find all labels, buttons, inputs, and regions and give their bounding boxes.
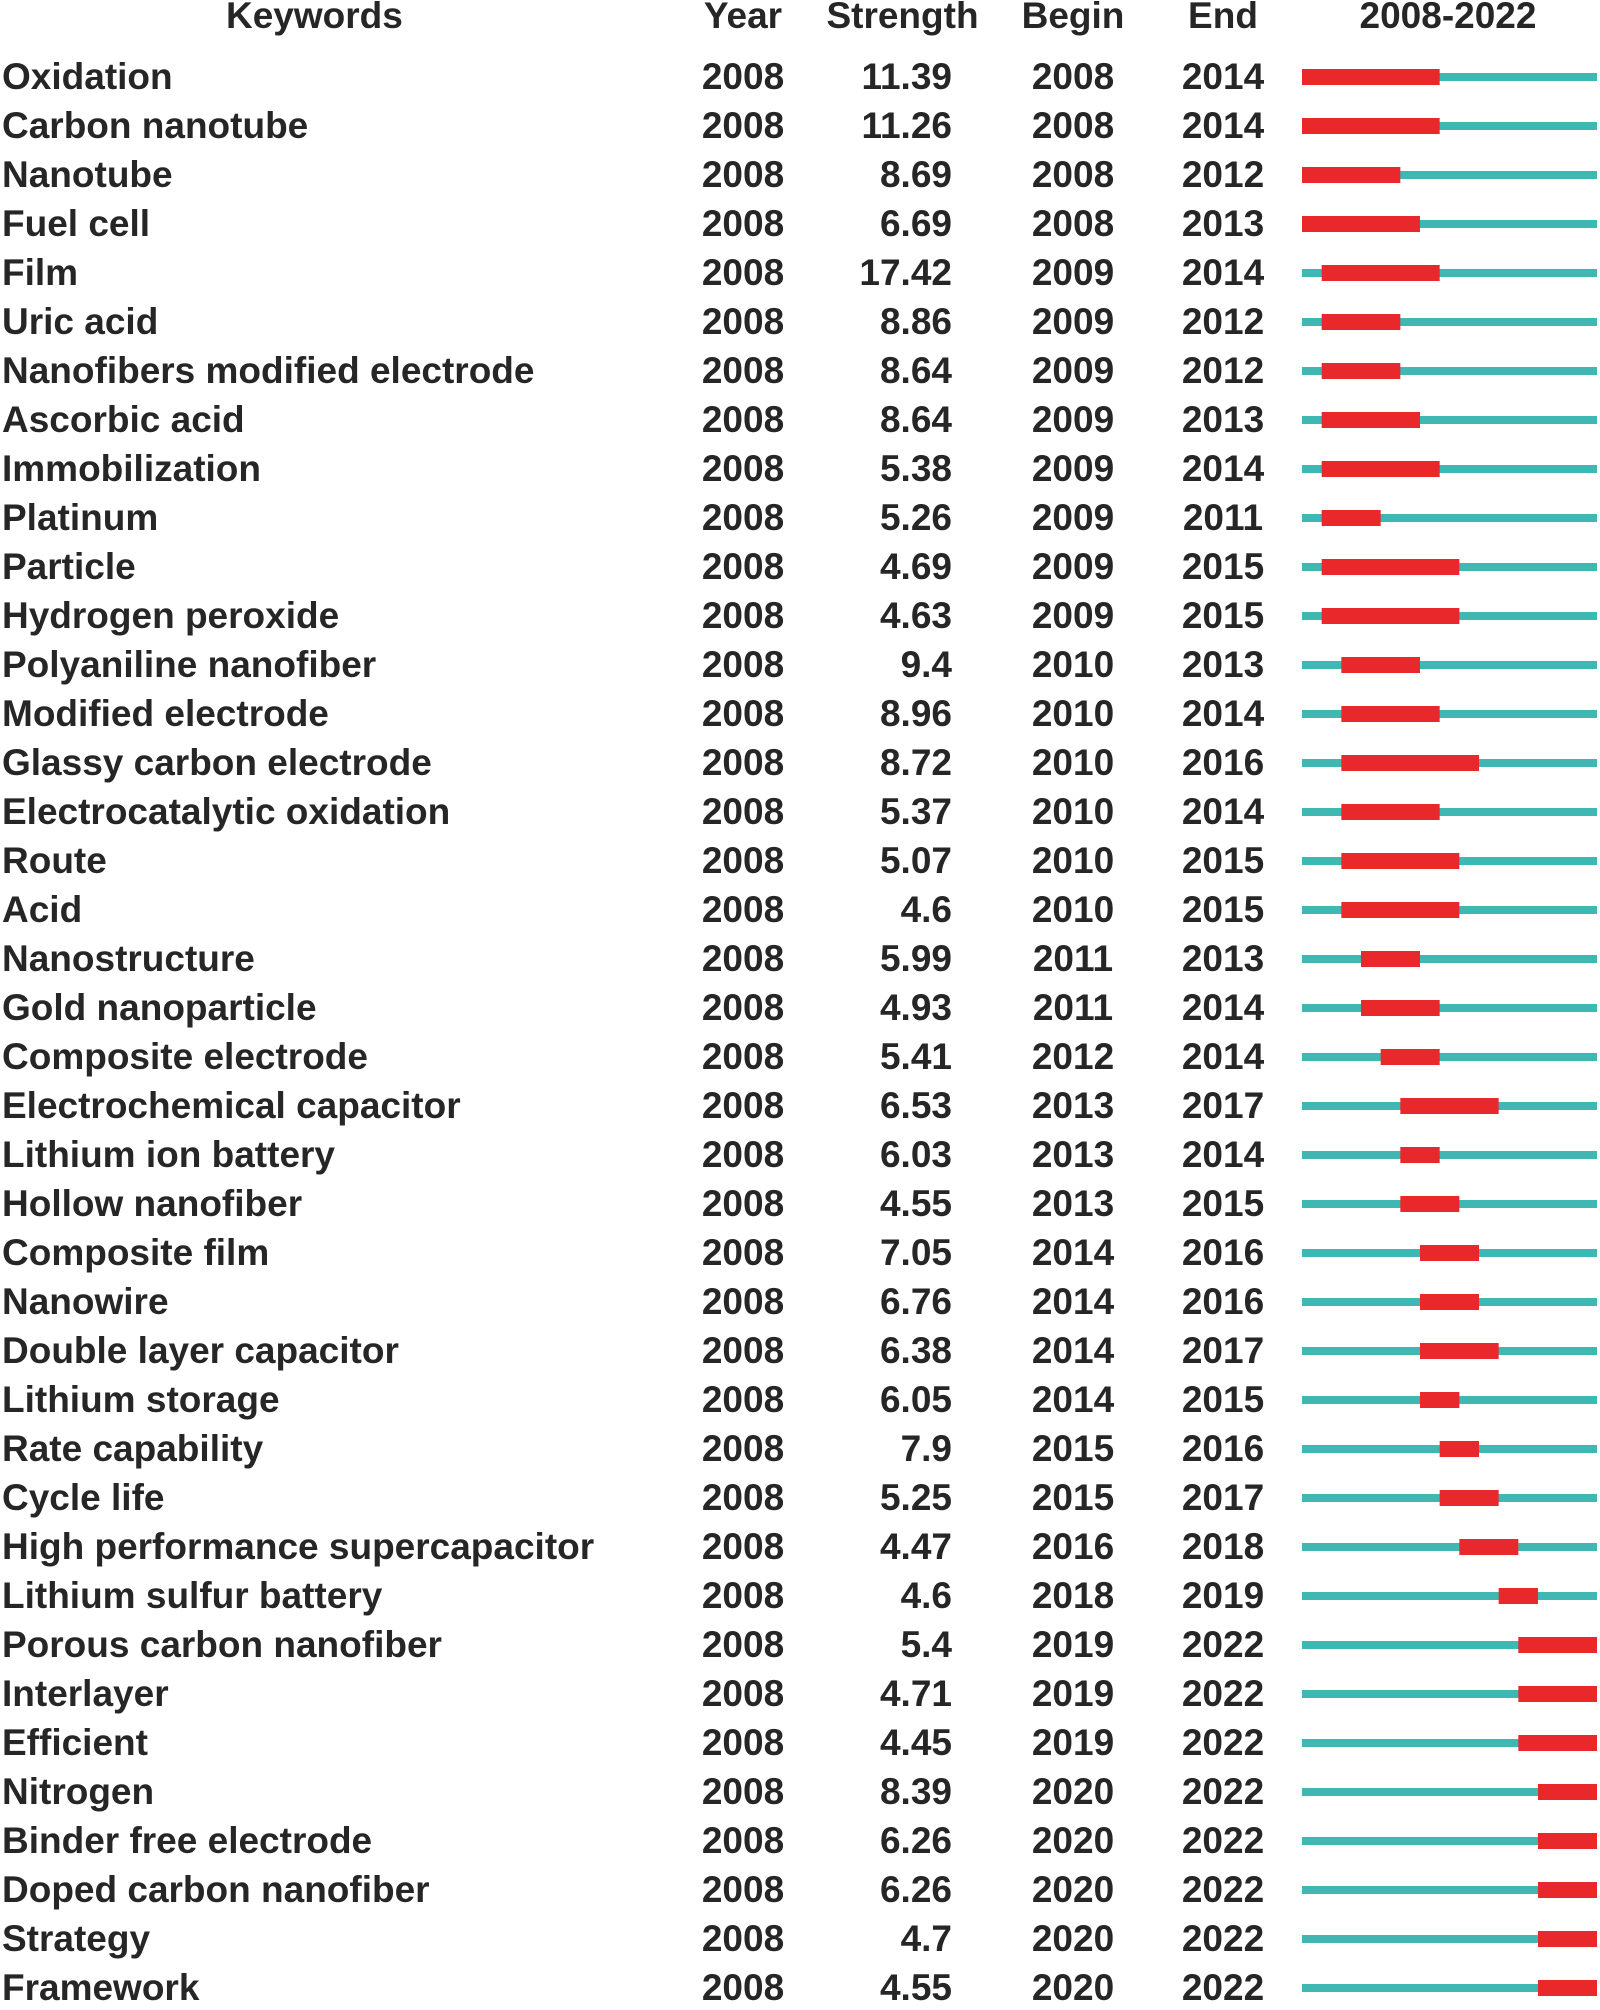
burst-segment [1420, 1294, 1479, 1310]
burst-segment [1420, 1343, 1499, 1359]
end-year: 2013 [1181, 399, 1265, 440]
burst-segment [1341, 902, 1459, 918]
end-year: 2013 [1181, 938, 1265, 979]
begin-year: 2009 [1031, 301, 1115, 342]
end-year: 2022 [1181, 1967, 1265, 2008]
begin-year: 2012 [1031, 1036, 1115, 1077]
strength-value: 4.45 [879, 1722, 952, 1763]
year-value: 2008 [701, 56, 785, 97]
end-year: 2015 [1181, 595, 1265, 636]
year-value: 2008 [701, 1869, 785, 1910]
begin-year: 2015 [1031, 1428, 1115, 1469]
strength-value: 4.7 [900, 1918, 952, 1959]
begin-year: 2014 [1031, 1281, 1115, 1322]
strength-value: 5.38 [879, 448, 952, 489]
strength-value: 5.25 [879, 1477, 952, 1518]
year-value: 2008 [701, 203, 785, 244]
header-begin: Begin [1021, 0, 1125, 36]
keyword-label: Film [2, 252, 79, 293]
keyword-label: Platinum [2, 497, 159, 538]
burst-segment [1361, 951, 1420, 967]
burst-segment [1302, 118, 1440, 134]
strength-value: 8.96 [879, 693, 952, 734]
keyword-label: Efficient [2, 1722, 148, 1763]
strength-value: 11.39 [861, 56, 952, 97]
end-year: 2015 [1181, 546, 1265, 587]
year-value: 2008 [701, 1281, 785, 1322]
burst-segment [1322, 559, 1460, 575]
end-year: 2015 [1181, 1183, 1265, 1224]
burst-segment [1400, 1098, 1498, 1114]
burst-segment [1341, 755, 1479, 771]
keyword-label: High performance supercapacitor [2, 1526, 595, 1567]
begin-year: 2010 [1031, 644, 1115, 685]
burst-segment [1322, 461, 1440, 477]
end-year: 2019 [1181, 1575, 1265, 1616]
end-year: 2015 [1181, 889, 1265, 930]
header-end: End [1188, 0, 1258, 36]
begin-year: 2014 [1031, 1330, 1115, 1371]
strength-value: 6.05 [879, 1379, 952, 1420]
keyword-label: Binder free electrode [2, 1820, 373, 1861]
burst-segment [1440, 1490, 1499, 1506]
strength-value: 6.76 [879, 1281, 952, 1322]
strength-value: 8.39 [879, 1771, 952, 1812]
strength-value: 4.93 [879, 987, 952, 1028]
keyword-label: Composite film [2, 1232, 270, 1273]
begin-year: 2009 [1031, 497, 1115, 538]
year-value: 2008 [701, 1771, 785, 1812]
burst-segment [1341, 706, 1439, 722]
end-year: 2014 [1181, 1134, 1265, 1175]
end-year: 2016 [1181, 1232, 1265, 1273]
burst-segment [1499, 1588, 1538, 1604]
keyword-label: Interlayer [2, 1673, 169, 1714]
begin-year: 2008 [1031, 105, 1115, 146]
year-value: 2008 [701, 1575, 785, 1616]
end-year: 2022 [1181, 1771, 1265, 1812]
end-year: 2022 [1181, 1722, 1265, 1763]
end-year: 2016 [1181, 1281, 1265, 1322]
keyword-label: Route [2, 840, 107, 881]
begin-year: 2013 [1031, 1134, 1115, 1175]
keyword-label: Electrochemical capacitor [2, 1085, 461, 1126]
keyword-label: Oxidation [2, 56, 173, 97]
year-value: 2008 [701, 644, 785, 685]
year-value: 2008 [701, 938, 785, 979]
begin-year: 2008 [1031, 154, 1115, 195]
begin-year: 2020 [1031, 1918, 1115, 1959]
end-year: 2014 [1181, 987, 1265, 1028]
burst-segment [1322, 510, 1381, 526]
strength-value: 7.05 [879, 1232, 952, 1273]
burst-segment [1538, 1931, 1597, 1947]
end-year: 2016 [1181, 742, 1265, 783]
year-value: 2008 [701, 252, 785, 293]
strength-value: 6.69 [879, 203, 952, 244]
begin-year: 2008 [1031, 56, 1115, 97]
keyword-label: Fuel cell [2, 203, 151, 244]
year-value: 2008 [701, 1477, 785, 1518]
year-value: 2008 [701, 399, 785, 440]
year-value: 2008 [701, 448, 785, 489]
burst-segment [1322, 363, 1401, 379]
keyword-label: Nanostructure [2, 938, 255, 979]
keyword-label: Glassy carbon electrode [2, 742, 432, 783]
burst-segment [1341, 853, 1459, 869]
strength-value: 6.38 [879, 1330, 952, 1371]
timeline-base-bar [1302, 1053, 1597, 1061]
begin-year: 2009 [1031, 252, 1115, 293]
begin-year: 2020 [1031, 1771, 1115, 1812]
burst-segment [1459, 1539, 1518, 1555]
keyword-label: Gold nanoparticle [2, 987, 317, 1028]
burst-segment [1420, 1392, 1459, 1408]
begin-year: 2010 [1031, 693, 1115, 734]
begin-year: 2013 [1031, 1085, 1115, 1126]
strength-value: 4.6 [900, 1575, 952, 1616]
year-value: 2008 [701, 889, 785, 930]
burst-segment [1420, 1245, 1479, 1261]
strength-value: 6.26 [879, 1820, 952, 1861]
end-year: 2014 [1181, 252, 1265, 293]
year-value: 2008 [701, 154, 785, 195]
strength-value: 4.69 [879, 546, 952, 587]
year-value: 2008 [701, 1820, 785, 1861]
year-value: 2008 [701, 1085, 785, 1126]
begin-year: 2020 [1031, 1820, 1115, 1861]
year-value: 2008 [701, 840, 785, 881]
year-value: 2008 [701, 1232, 785, 1273]
strength-value: 4.55 [879, 1967, 952, 2008]
end-year: 2016 [1181, 1428, 1265, 1469]
end-year: 2022 [1181, 1673, 1265, 1714]
timeline-base-bar [1302, 955, 1597, 963]
year-value: 2008 [701, 1134, 785, 1175]
year-value: 2008 [701, 350, 785, 391]
year-value: 2008 [701, 1967, 785, 2008]
keyword-label: Acid [2, 889, 83, 930]
keyword-label: Porous carbon nanofiber [2, 1624, 442, 1665]
strength-value: 8.64 [879, 399, 952, 440]
begin-year: 2009 [1031, 546, 1115, 587]
year-value: 2008 [701, 1036, 785, 1077]
begin-year: 2009 [1031, 350, 1115, 391]
begin-year: 2010 [1031, 791, 1115, 832]
strength-value: 8.86 [879, 301, 952, 342]
strength-value: 11.26 [861, 105, 952, 146]
year-value: 2008 [701, 693, 785, 734]
end-year: 2015 [1181, 840, 1265, 881]
strength-value: 4.55 [879, 1183, 952, 1224]
burst-segment [1302, 216, 1420, 232]
strength-value: 8.72 [879, 742, 952, 783]
year-value: 2008 [701, 1183, 785, 1224]
keyword-label: Doped carbon nanofiber [2, 1869, 430, 1910]
strength-value: 8.64 [879, 350, 952, 391]
end-year: 2012 [1181, 154, 1265, 195]
year-value: 2008 [701, 1330, 785, 1371]
begin-year: 2016 [1031, 1526, 1115, 1567]
burst-segment [1538, 1784, 1597, 1800]
burst-segment [1538, 1882, 1597, 1898]
burst-segment [1302, 69, 1440, 85]
strength-value: 8.69 [879, 154, 952, 195]
timeline-base-bar [1302, 1151, 1597, 1159]
strength-value: 7.9 [900, 1428, 952, 1469]
end-year: 2022 [1181, 1624, 1265, 1665]
header-strength: Strength [826, 0, 979, 36]
begin-year: 2019 [1031, 1624, 1115, 1665]
end-year: 2012 [1181, 350, 1265, 391]
begin-year: 2013 [1031, 1183, 1115, 1224]
year-value: 2008 [701, 1379, 785, 1420]
keyword-label: Lithium sulfur battery [2, 1575, 383, 1616]
end-year: 2014 [1181, 56, 1265, 97]
begin-year: 2011 [1032, 938, 1114, 979]
keyword-label: Electrocatalytic oxidation [2, 791, 451, 832]
burst-segment [1538, 1980, 1597, 1996]
year-value: 2008 [701, 742, 785, 783]
end-year: 2011 [1182, 497, 1264, 538]
end-year: 2022 [1181, 1820, 1265, 1861]
keyword-label: Ascorbic acid [2, 399, 245, 440]
strength-value: 5.4 [900, 1624, 952, 1665]
end-year: 2014 [1181, 791, 1265, 832]
burst-segment [1518, 1735, 1597, 1751]
burst-segment [1322, 265, 1440, 281]
keyword-label: Nanowire [2, 1281, 169, 1322]
end-year: 2022 [1181, 1918, 1265, 1959]
begin-year: 2018 [1031, 1575, 1115, 1616]
year-value: 2008 [701, 595, 785, 636]
year-value: 2008 [701, 791, 785, 832]
keyword-label: Nanofibers modified electrode [2, 350, 535, 391]
year-value: 2008 [701, 105, 785, 146]
end-year: 2018 [1181, 1526, 1265, 1567]
keyword-label: Framework [2, 1967, 200, 2008]
begin-year: 2011 [1032, 987, 1114, 1028]
strength-value: 6.53 [879, 1085, 952, 1126]
keyword-label: Immobilization [2, 448, 261, 489]
keyword-label: Strategy [2, 1918, 151, 1959]
keyword-label: Lithium storage [2, 1379, 280, 1420]
header-timeline-range: 2008-2022 [1359, 0, 1537, 36]
begin-year: 2014 [1031, 1232, 1115, 1273]
burst-segment [1322, 314, 1401, 330]
keyword-label: Polyaniline nanofiber [2, 644, 377, 685]
year-value: 2008 [701, 1428, 785, 1469]
strength-value: 5.37 [879, 791, 952, 832]
keyword-label: Carbon nanotube [2, 105, 309, 146]
keyword-label: Double layer capacitor [2, 1330, 399, 1371]
keyword-label: Hydrogen peroxide [2, 595, 340, 636]
begin-year: 2010 [1031, 742, 1115, 783]
keyword-label: Lithium ion battery [2, 1134, 335, 1175]
begin-year: 2014 [1031, 1379, 1115, 1420]
begin-year: 2010 [1031, 840, 1115, 881]
keyword-label: Rate capability [2, 1428, 264, 1469]
end-year: 2013 [1181, 203, 1265, 244]
strength-value: 4.47 [879, 1526, 952, 1567]
burst-segment [1302, 167, 1400, 183]
begin-year: 2020 [1031, 1869, 1115, 1910]
strength-value: 9.4 [900, 644, 952, 685]
end-year: 2017 [1181, 1477, 1265, 1518]
burst-segment [1341, 804, 1439, 820]
begin-year: 2019 [1031, 1673, 1115, 1714]
end-year: 2013 [1181, 644, 1265, 685]
keyword-label: Cycle life [2, 1477, 165, 1518]
end-year: 2012 [1181, 301, 1265, 342]
begin-year: 2020 [1031, 1967, 1115, 2008]
year-value: 2008 [701, 1918, 785, 1959]
burst-segment [1381, 1049, 1440, 1065]
strength-value: 4.6 [900, 889, 952, 930]
burst-segment [1518, 1686, 1597, 1702]
keyword-label: Particle [2, 546, 136, 587]
year-value: 2008 [701, 1624, 785, 1665]
strength-value: 6.26 [879, 1869, 952, 1910]
end-year: 2014 [1181, 105, 1265, 146]
strength-value: 17.42 [859, 252, 952, 293]
strength-value: 5.26 [879, 497, 952, 538]
begin-year: 2009 [1031, 448, 1115, 489]
keyword-label: Nanotube [2, 154, 173, 195]
strength-value: 4.63 [879, 595, 952, 636]
burst-segment [1440, 1441, 1479, 1457]
end-year: 2017 [1181, 1330, 1265, 1371]
burst-segment [1361, 1000, 1440, 1016]
burst-segment [1341, 657, 1420, 673]
strength-value: 4.71 [879, 1673, 952, 1714]
timeline-base-bar [1302, 1592, 1597, 1600]
year-value: 2008 [701, 987, 785, 1028]
keyword-label: Composite electrode [2, 1036, 368, 1077]
keyword-label: Hollow nanofiber [2, 1183, 303, 1224]
end-year: 2015 [1181, 1379, 1265, 1420]
strength-value: 5.99 [879, 938, 952, 979]
burst-segment [1518, 1637, 1597, 1653]
year-value: 2008 [701, 1673, 785, 1714]
begin-year: 2009 [1031, 399, 1115, 440]
keyword-label: Modified electrode [2, 693, 329, 734]
burst-segment [1538, 1833, 1597, 1849]
begin-year: 2010 [1031, 889, 1115, 930]
strength-value: 6.03 [879, 1134, 952, 1175]
keyword-label: Uric acid [2, 301, 159, 342]
header-keywords: Keywords [226, 0, 403, 36]
keyword-label: Nitrogen [2, 1771, 155, 1812]
year-value: 2008 [701, 497, 785, 538]
end-year: 2014 [1181, 448, 1265, 489]
header-year: Year [703, 0, 783, 36]
end-year: 2022 [1181, 1869, 1265, 1910]
year-value: 2008 [701, 1722, 785, 1763]
begin-year: 2019 [1031, 1722, 1115, 1763]
end-year: 2017 [1181, 1085, 1265, 1126]
year-value: 2008 [701, 301, 785, 342]
strength-value: 5.07 [879, 840, 952, 881]
end-year: 2014 [1181, 1036, 1265, 1077]
begin-year: 2015 [1031, 1477, 1115, 1518]
strength-value: 5.41 [879, 1036, 952, 1077]
burst-segment [1322, 412, 1420, 428]
year-value: 2008 [701, 1526, 785, 1567]
end-year: 2014 [1181, 693, 1265, 734]
year-value: 2008 [701, 546, 785, 587]
begin-year: 2008 [1031, 203, 1115, 244]
burst-segment [1400, 1196, 1459, 1212]
timeline-base-bar [1302, 1543, 1597, 1551]
burst-segment [1322, 608, 1460, 624]
begin-year: 2009 [1031, 595, 1115, 636]
burst-segment [1400, 1147, 1439, 1163]
timeline-base-bar [1302, 1004, 1597, 1012]
